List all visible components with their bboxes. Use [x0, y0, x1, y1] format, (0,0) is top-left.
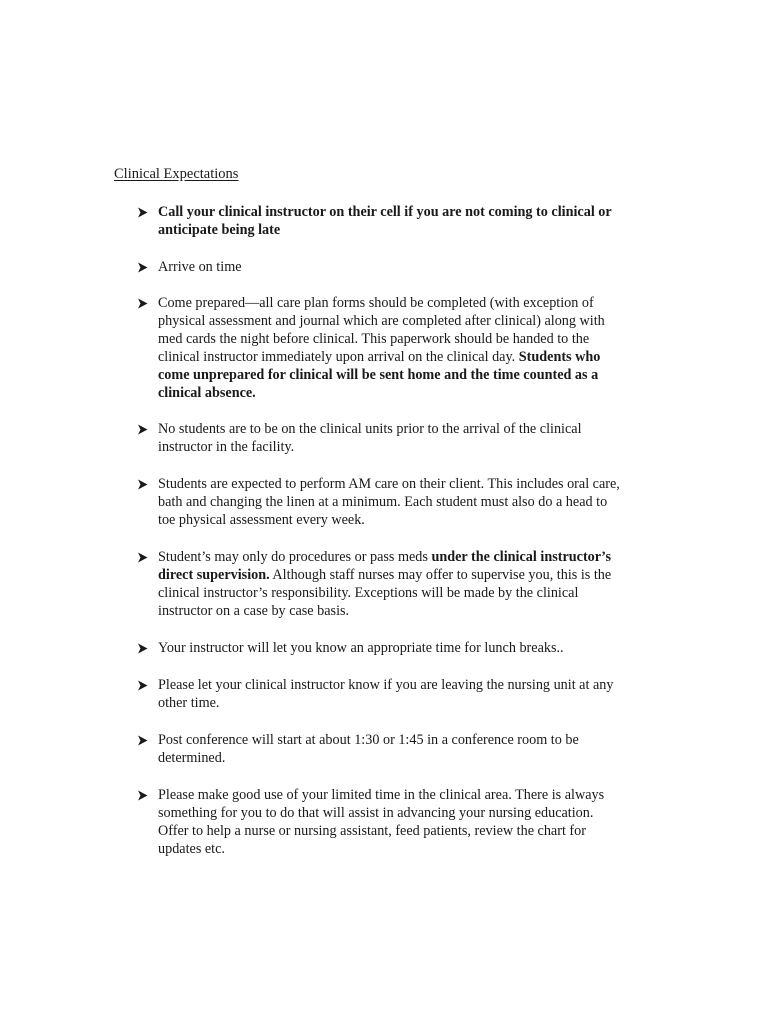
list-item-text: [158, 676, 665, 712]
list-item-run: Please let your clinical instructor know if you are leaving the nursing unit at any other time.: [158, 677, 614, 711]
list-item: [135, 639, 665, 657]
list-item-text: [158, 475, 665, 529]
list-item-run: Arrive on time: [158, 259, 242, 275]
list-item-run: Students who come unprepared for clinical will be sent home and the time counted as a clinical absence.: [158, 349, 601, 401]
list-item-run: Post conference will start at about 1:30 or 1:45 in a conference room to be determined.: [158, 732, 579, 766]
list-item-text: [158, 203, 665, 239]
arrowhead-bullet-icon: [135, 548, 158, 566]
arrowhead-bullet-icon: [135, 203, 158, 221]
list-item: [135, 203, 665, 239]
list-item-run: Call your clinical instructor on their cell if you are not coming to clinical or anticipate being late: [158, 204, 612, 238]
list-item: [135, 731, 665, 767]
arrowhead-bullet-icon: [135, 294, 158, 312]
list-item-run: No students are to be on the clinical units prior to the arrival of the clinical instructor in the facility.: [158, 421, 582, 455]
list-item: [135, 548, 665, 620]
list-item: [135, 676, 665, 712]
list-item-run: Your instructor will let you know an appropriate time for lunch breaks..: [158, 640, 564, 656]
arrowhead-bullet-icon: [135, 420, 158, 438]
list-item-text: [158, 548, 665, 620]
list-item-text: [158, 731, 665, 767]
list-item-text: [158, 258, 665, 276]
arrowhead-bullet-icon: [135, 475, 158, 493]
arrowhead-bullet-icon: [135, 676, 158, 694]
list-item-text: [158, 786, 665, 858]
arrowhead-bullet-icon: [135, 786, 158, 804]
list-item-run: Come prepared—all care plan forms should be completed (with exception of physical assessment and journal which are completed after clinical) along with med cards the night before clinical. This paperwork should be handed to the clinical instructor immediately upon arrival on the clinical day.: [158, 295, 605, 365]
list-item: [135, 786, 665, 858]
list-item-run: under the clinical instructor’s direct supervision.: [158, 549, 612, 583]
list-item-text: [158, 420, 665, 456]
list-item-run: Although staff nurses may offer to supervise you, this is the clinical instructor’s responsibility. Exceptions will be made by the clinical instructor on a case by case basis.: [158, 567, 612, 619]
list-item: [135, 258, 665, 276]
arrowhead-bullet-icon: [135, 639, 158, 657]
list-item: [135, 420, 665, 456]
list-item-text: [158, 294, 665, 402]
list-item: [135, 294, 665, 402]
list-item-run: Please make good use of your limited time in the clinical area. There is always something for you to do that will assist in advancing your nursing education. Offer to help a nurse or nursing assistant, feed patients, review the chart for updates etc.: [158, 787, 605, 857]
document-heading: Clinical Expectations: [114, 166, 239, 182]
list-item-text: [158, 639, 665, 657]
list-item-run: Student’s may only do procedures or pass meds: [158, 549, 432, 565]
list-item-run: Students are expected to perform AM care on their client. This includes oral care, bath and changing the linen at a minimum. Each student must also do a head to toe physical assessment every week.: [158, 476, 620, 528]
arrowhead-bullet-icon: [135, 731, 158, 749]
list-item: [135, 475, 665, 529]
arrowhead-bullet-icon: [135, 258, 158, 276]
